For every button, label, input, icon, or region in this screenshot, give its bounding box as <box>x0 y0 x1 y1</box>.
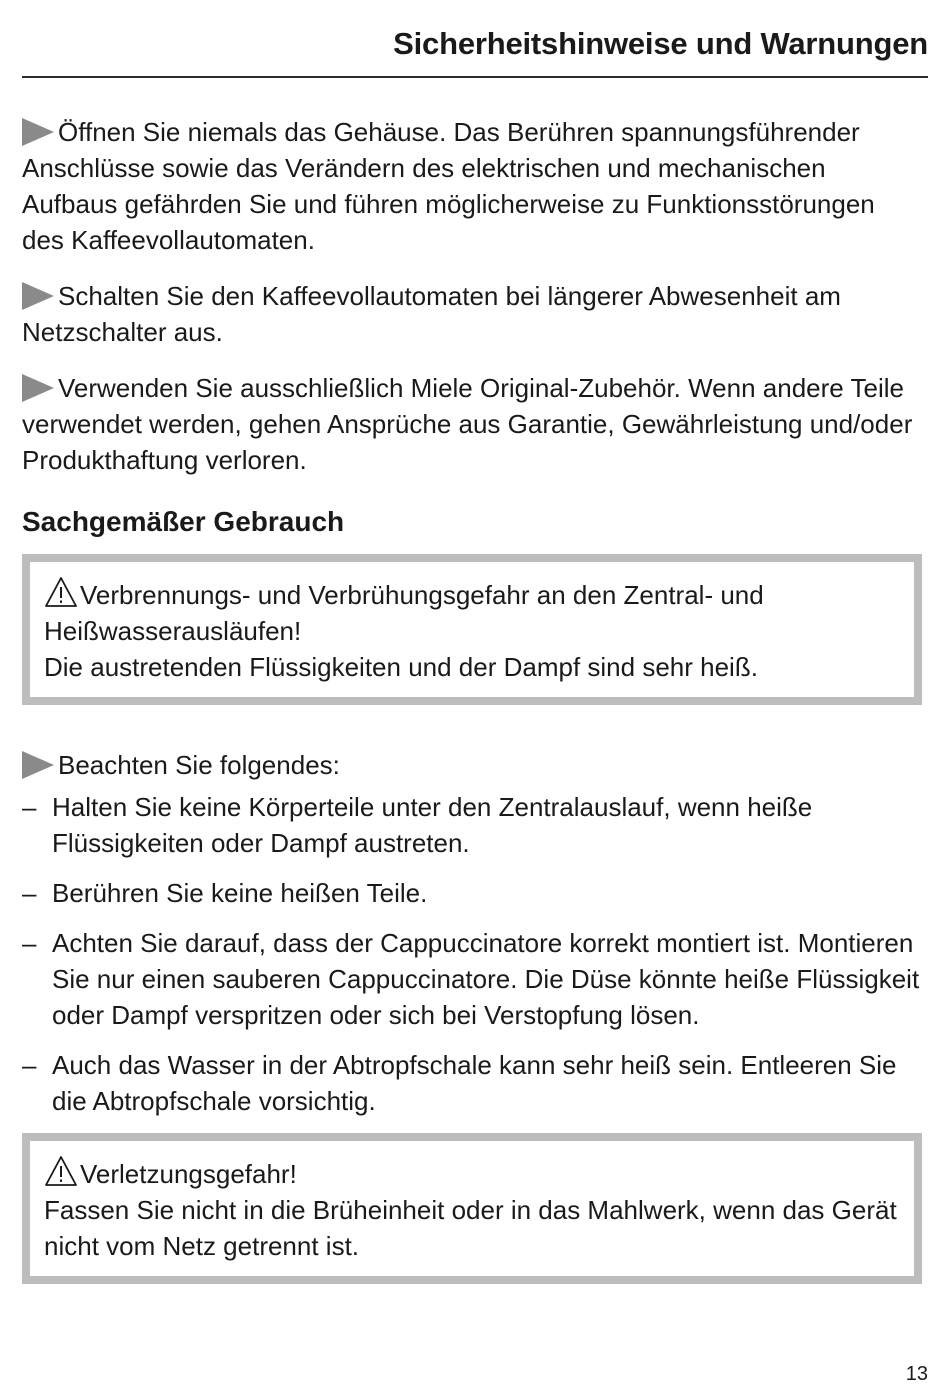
warning-triangle-icon <box>44 576 78 608</box>
dash-marker: – <box>22 1050 37 1080</box>
safety-paragraph-housing: Öffnen Sie niemals das Gehäuse. Das Berühren spannungsführender Anschlüsse sowie das Verändern des elektrischen und mechanischen Aufbaus gefährden Sie und führen möglicherweise zu Funktionsstörungen des Kaffeevollautomaten. <box>22 117 875 255</box>
list-item: – Halten Sie keine Körperteile unter den Zentralauslauf, wenn heiße Flüssigkeiten oder Dampf austreten. <box>22 789 922 861</box>
dash-marker: – <box>22 792 37 822</box>
warning-title: Verbrennungs- und Verbrühungsgefahr an den Zentral- und Heißwasserausläufen! <box>44 576 900 649</box>
list-item: – Achten Sie darauf, dass der Cappuccinatore korrekt montiert ist. Montieren Sie nur einen sauberen Cappuccinatore. Die Düse könnte heiße Flüssigkeit oder Dampf verspritzen oder sich bei Verstopfung lösen. <box>22 925 922 1033</box>
warning-title: Verletzungsgefahr! <box>44 1155 900 1192</box>
warning-box-injury <box>22 1133 922 1284</box>
warning-text: Die austretenden Flüssigkeiten und der Dampf sind sehr heiß. <box>44 652 758 682</box>
content <box>22 114 922 1284</box>
warning-text: Fassen Sie nicht in die Brüheinheit oder in das Mahlwerk, wenn das Gerät nicht vom Netz getrennt ist. <box>44 1195 897 1261</box>
dash-marker: – <box>22 928 37 958</box>
instruction-list <box>22 789 922 1119</box>
warning-box-burns <box>22 554 922 705</box>
dash-marker: – <box>22 878 37 908</box>
page-title: Sicherheitshinweise und Warnungen <box>393 26 928 61</box>
arrow-bullet-icon <box>22 374 54 402</box>
warning-triangle-icon <box>44 1155 78 1187</box>
instructions-intro: Beachten Sie folgendes: <box>22 747 922 783</box>
list-item: – Auch das Wasser in der Abtropfschale kann sehr heiß sein. Entleeren Sie die Abtropfschale vorsichtig. <box>22 1047 922 1119</box>
list-item: – Berühren Sie keine heißen Teile. <box>22 875 922 911</box>
safety-paragraph-power: Schalten Sie den Kaffeevollautomaten bei längerer Abwesenheit am Netzschalter aus. <box>22 281 841 347</box>
arrow-bullet-icon <box>22 118 54 146</box>
arrow-bullet-icon <box>22 282 54 310</box>
section-heading: Sachgemäßer Gebrauch <box>22 506 345 537</box>
safety-paragraph-accessories: Verwenden Sie ausschließlich Miele Original-Zubehör. Wenn andere Teile verwendet werden, gehen Ansprüche aus Garantie, Gewährleistung und/oder Produkthaftung verloren. <box>22 373 913 475</box>
page-number: 13 <box>905 1363 928 1385</box>
arrow-bullet-icon <box>22 751 54 779</box>
header-divider <box>22 76 928 78</box>
